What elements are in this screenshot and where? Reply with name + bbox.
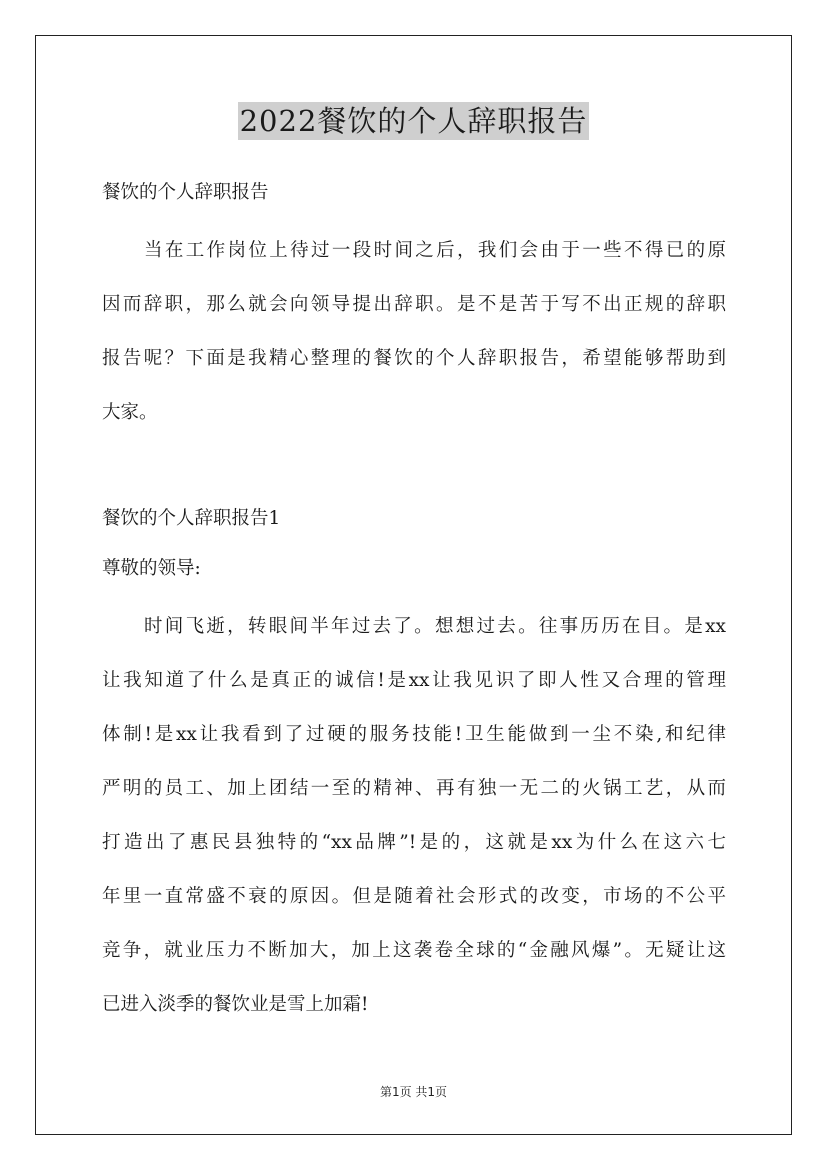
body-line: 体制!是xx让我看到了过硬的服务技能!卫生能做到一尘不染,和纪律	[102, 724, 726, 745]
subtitle: 餐饮的个人辞职报告	[102, 182, 269, 203]
intro-line: 当在工作岗位上待过一段时间之后，我们会由于一些不得已的原	[144, 240, 726, 261]
intro-line: 报告呢？下面是我精心整理的餐饮的个人辞职报告，希望能够帮助到	[102, 348, 726, 369]
intro-line: 因而辞职，那么就会向领导提出辞职。是不是苦于写不出正规的辞职	[102, 294, 726, 315]
body-line: 已进入淡季的餐饮业是雪上加霜!	[102, 994, 369, 1015]
document-body	[102, 168, 726, 1032]
page-number-footer: 第1页 共1页	[379, 1085, 448, 1099]
section-heading: 餐饮的个人辞职报告1	[102, 508, 281, 529]
document-title: 2022餐饮的个人辞职报告	[239, 104, 588, 138]
body-line: 打造出了惠民县独特的“xx品牌”!是的，这就是xx为什么在这六七	[102, 832, 726, 853]
body-line: 竞争，就业压力不断加大，加上这袭卷全球的“金融风爆”。无疑让这	[102, 940, 726, 961]
section-gap	[102, 440, 726, 494]
body-line: 年里一直常盛不衰的原因。但是随着社会形式的改变，市场的不公平	[102, 886, 726, 907]
body-line: 严明的员工、加上团结一至的精神、再有独一无二的火锅工艺，从而	[102, 778, 726, 799]
body-line: 时间飞逝，转眼间半年过去了。想想过去。往事历历在目。是xx	[144, 616, 726, 637]
intro-line: 大家。	[102, 402, 158, 423]
title-container	[0, 102, 827, 140]
salutation: 尊敬的领导:	[102, 558, 201, 579]
body-line: 让我知道了什么是真正的诚信!是xx让我见识了即人性又合理的管理	[102, 670, 726, 691]
